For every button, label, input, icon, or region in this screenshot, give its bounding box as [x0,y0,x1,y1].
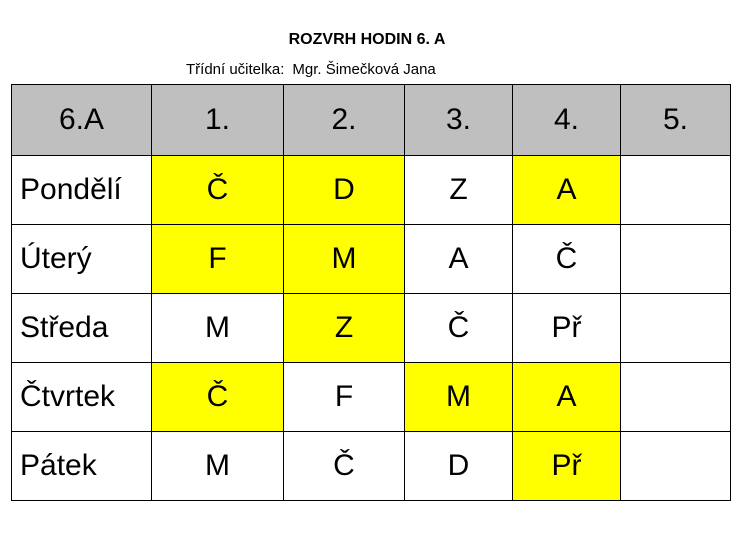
header-period-1: 1. [152,85,284,156]
lesson-cell: Z [284,294,405,363]
day-label: Čtvrtek [12,363,152,432]
teacher-line [186,60,436,80]
lesson-cell: D [284,156,405,225]
lesson-cell: Č [405,294,513,363]
lesson-cell: D [405,432,513,501]
lesson-cell: M [284,225,405,294]
document-title-text: ROZVRH HODIN 6. A [288,31,446,48]
header-period-5: 5. [621,85,731,156]
lesson-cell: Č [513,225,621,294]
lesson-cell: A [513,363,621,432]
lesson-cell: Č [152,363,284,432]
document-title [0,30,739,50]
day-label: Středa [12,294,152,363]
day-label: Pátek [12,432,152,501]
lesson-cell [621,432,731,501]
lesson-cell [621,294,731,363]
table-row [12,156,731,225]
header-period-3: 3. [405,85,513,156]
lesson-cell: Př [513,432,621,501]
table-row [12,432,731,501]
lesson-cell: Č [284,432,405,501]
lesson-cell: Př [513,294,621,363]
lesson-cell: Z [405,156,513,225]
header-row [12,85,731,156]
day-label: Úterý [12,225,152,294]
lesson-cell: F [152,225,284,294]
lesson-cell: A [513,156,621,225]
header-period-4: 4. [513,85,621,156]
lesson-cell: Č [152,156,284,225]
lesson-cell: M [152,294,284,363]
lesson-cell: A [405,225,513,294]
header-class-cell: 6.A [12,85,152,156]
header-period-2: 2. [284,85,405,156]
lesson-cell: F [284,363,405,432]
lesson-cell [621,156,731,225]
teacher-name: Mgr. Šimečková Jana [292,61,436,78]
table-row [12,225,731,294]
table-row [12,363,731,432]
day-label: Pondělí [12,156,152,225]
lesson-cell: M [152,432,284,501]
lesson-cell: M [405,363,513,432]
lesson-cell [621,225,731,294]
schedule-table [11,84,731,501]
lesson-cell [621,363,731,432]
table-row [12,294,731,363]
teacher-label: Třídní učitelka: [186,61,285,78]
